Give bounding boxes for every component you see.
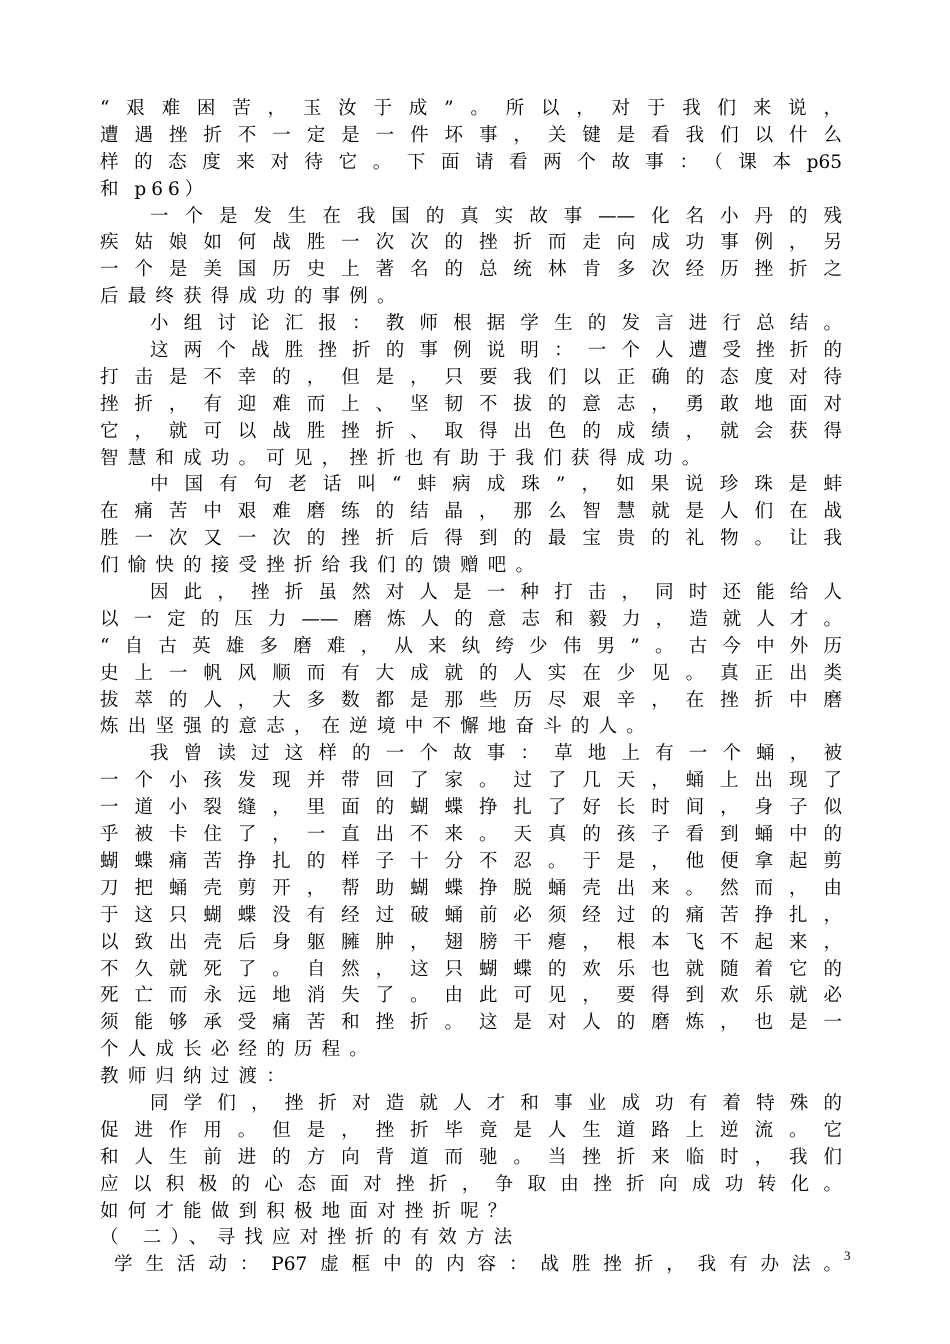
text-line: 一个是美国历史上著名的总统林肯多次经历挫折之	[100, 259, 842, 281]
text-line: 炼出坚强的意志，在逆境中不懈地奋斗的人。	[100, 716, 655, 738]
text-line: 因此，挫折虽然对人是一种打击，同时还能给人	[150, 582, 842, 604]
body-text	[100, 96, 842, 1279]
text-line: 样的态度来对待它。下面请看两个故事：（课本p65	[100, 151, 842, 173]
text-line: 智慧和成功。可见，挫折也有助于我们获得成功。	[100, 447, 710, 469]
text-line: 乎被卡住了，一直出不来。天真的孩子看到蛹中的	[100, 824, 842, 846]
text-line: 遭遇挫折不一定是一件坏事，关键是看我们以什么	[100, 124, 842, 146]
text-line: 教师归纳过渡：	[100, 1066, 294, 1088]
text-line: “自古英雄多磨难，从来纨绔少伟男”。古今中外历	[100, 635, 842, 657]
text-line: 以一定的压力——磨炼人的意志和毅力，造就人才。	[100, 608, 842, 630]
text-line: 蝴蝶痛苦挣扎的样子十分不忍。于是，他便拿起剪	[100, 850, 842, 872]
text-line: 们愉快的接受挫折给我们的馈赠吧。	[100, 555, 544, 577]
text-line: 于这只蝴蝶没有经过破蛹前必须经过的痛苦挣扎，	[100, 904, 842, 926]
text-line: “艰难困苦，玉汝于成”。所以，对于我们来说，	[100, 98, 842, 119]
page-number: 3	[844, 1248, 851, 1263]
text-line: 挫折，有迎难而上、坚韧不拔的意志，勇敢地面对	[100, 393, 842, 415]
text-line: 它，就可以战胜挫折、取得出色的成绩，就会获得	[100, 420, 842, 442]
text-line: 中国有句老话叫“蚌病成珠”，如果说珍珠是蚌	[150, 474, 842, 496]
text-line: 学生活动：P67虚框中的内容：战胜挫折，我有办法。	[114, 1254, 842, 1276]
text-line: 后最终获得成功的事例。	[100, 286, 405, 308]
text-line: 不久就死了。自然，这只蝴蝶的欢乐也就随着它的	[100, 958, 842, 980]
text-line: 这两个战胜挫折的事例说明：一个人遭受挫折的	[150, 340, 842, 362]
text-line: 打击是不幸的，但是，只要我们以正确的态度对待	[100, 366, 842, 388]
text-line: 史上一帆风顺而有大成就的人实在少见。真正出类	[100, 662, 842, 684]
text-line: 促进作用。但是，挫折毕竟是人生道路上逆流。它	[100, 1119, 842, 1141]
text-line: 我曾读过这样的一个故事：草地上有一个蛹，被	[150, 743, 842, 765]
text-line: 死亡而永远地消失了。由此可见，要得到欢乐就必	[100, 985, 842, 1007]
text-line: 一道小裂缝，里面的蝴蝶挣扎了好长时间，身子似	[100, 797, 842, 819]
text-line: 一个是发生在我国的真实故事——化名小丹的残	[150, 205, 842, 227]
text-line: 疾姑娘如何战胜一次次的挫折而走向成功事例，另	[100, 232, 842, 254]
text-line: 一个小孩发现并带回了家。过了几天，蛹上出现了	[100, 770, 842, 792]
text-line: 以致出壳后身躯臃肿，翅膀干瘪，根本飞不起来，	[100, 931, 842, 953]
text-line: 刀把蛹壳剪开，帮助蝴蝶挣脱蛹壳出来。然而，由	[100, 877, 842, 899]
text-line: 应以积极的心态面对挫折，争取由挫折向成功转化。	[100, 1173, 842, 1195]
text-line: 胜一次又一次的挫折后得到的最宝贵的礼物。让我	[100, 528, 842, 550]
text-line: 须能够承受痛苦和挫折。这是对人的磨炼，也是一	[100, 1012, 842, 1034]
text-line: 同学们，挫折对造就人才和事业成功有着特殊的	[150, 1092, 842, 1114]
text-line: （ 二）、寻找应对挫折的有效方法	[100, 1227, 522, 1249]
text-line: 小组讨论汇报：教师根据学生的发言进行总结。	[150, 313, 842, 335]
text-line: 和 p66）	[100, 178, 209, 200]
text-line: 在痛苦中艰难磨练的结晶，那么智慧就是人们在战	[100, 501, 842, 523]
text-line: 拔萃的人，大多数都是那些历尽艰辛，在挫折中磨	[100, 689, 842, 711]
text-line: 如何才能做到积极地面对挫折呢？	[100, 1200, 516, 1222]
text-line: 和人生前进的方向背道而驰。当挫折来临时，我们	[100, 1146, 842, 1168]
text-line: 个人成长必经的历程。	[100, 1039, 378, 1061]
